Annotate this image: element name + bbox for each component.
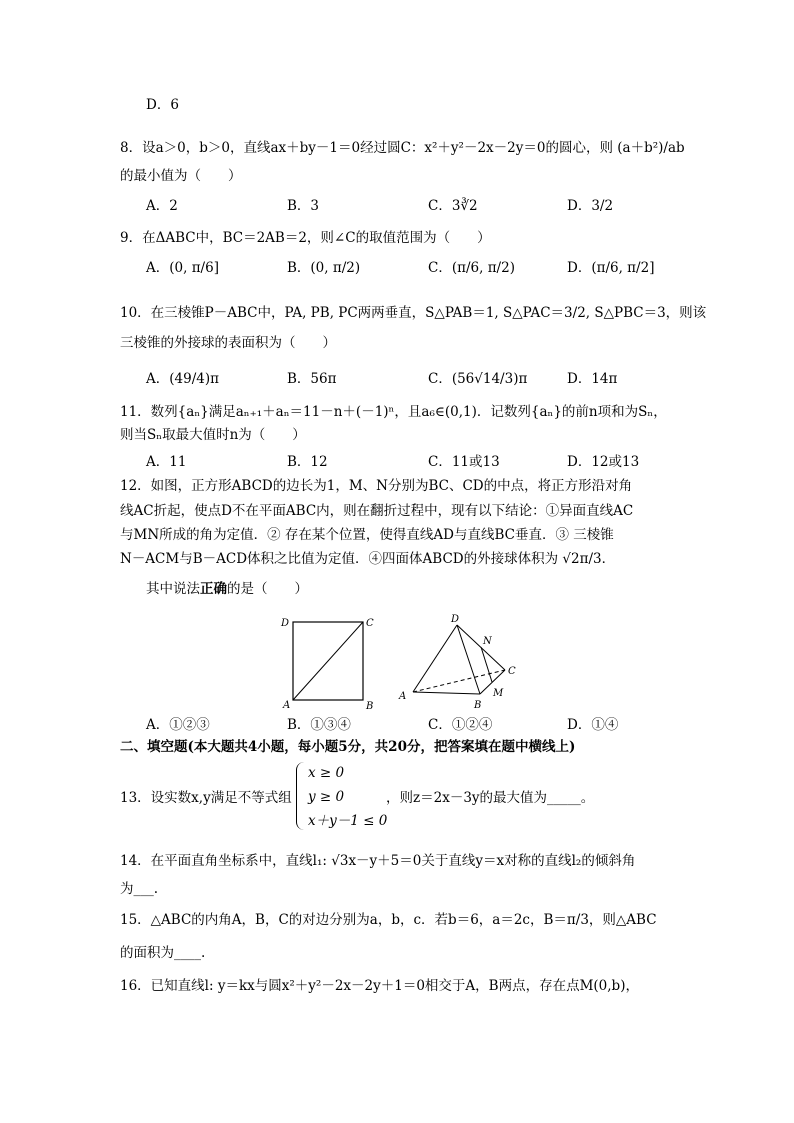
fig2-label-c: C: [508, 666, 516, 677]
fig2-label-n: N: [483, 636, 492, 647]
q12-option-a: A．①②③: [146, 717, 210, 733]
q13-pre: 13．设实数x,y满足不等式组: [120, 790, 292, 806]
q13-post: ，则z＝2x－3y的最大值为_____。: [386, 790, 595, 806]
q12-line4: N－ACM与B－ACD体积之比值为定值．④四面体ABCD的外接球体积为 √2π/3．: [120, 551, 616, 567]
q8-line2: 的最小值为（ ）: [120, 168, 242, 184]
q12-line1: 12．如图，正方形ABCD的边长为1，M、N分别为BC、CD的中点，将正方形沿对角: [120, 478, 633, 494]
fig1-label-b: B: [366, 701, 374, 712]
q10-line2: 三棱锥的外接球的表面积为（ ）: [120, 335, 336, 351]
q8-option-b: B．3: [287, 198, 320, 214]
q8-option-a: A．2: [146, 198, 178, 214]
q12-line5-bold: 正确: [200, 581, 227, 597]
q9-option-a: A．(0, π/6]: [146, 260, 219, 276]
q13-cond-2: y ≥ 0: [308, 789, 345, 805]
q11-line2: 则当Sₙ取最大值时n为（ ）: [120, 427, 306, 443]
q10-line1: 10．在三棱锥P－ABC中，PA, PB, PC两两垂直，S△PAB＝1, S△PAC＝3/2, S△PBC＝3，则该: [120, 305, 707, 321]
q11-option-a: A．11: [146, 454, 187, 470]
fig2-label-a: A: [399, 691, 407, 702]
q8-line1: 8．设a＞0，b＞0，直线ax＋by－1＝0经过圆C：x²＋y²－2x－2y＝0的圆心，则 (a＋b²)/ab: [120, 140, 685, 156]
q9-option-c: C．(π/6, π/2): [428, 260, 515, 276]
diagonal-ac: [293, 622, 363, 700]
q13-cond-3: x＋y－1 ≤ 0: [308, 813, 388, 829]
q12-line5-post: 的是（ ）: [227, 581, 308, 597]
q11-option-c: C．11或13: [428, 454, 500, 470]
q12-line2: 线AC折起，使点D不在平面ABC内，则在翻折过程中，现有以下结论：①异面直线AC: [120, 503, 634, 519]
q11-option-d: D．12或13: [567, 454, 640, 470]
q14-line2: 为___.: [120, 881, 159, 897]
q10-option-b: B．56π: [287, 371, 337, 387]
fig2-label-m: M: [493, 688, 504, 699]
q10-option-a: A．(49/4)π: [146, 371, 219, 387]
fig1-label-c: C: [366, 618, 374, 629]
q15-line1: 15．△ABC的内角A，B，C的对边分别为a，b，c．若b＝6，a＝2c，B＝π/3，则△ABC: [120, 912, 657, 928]
q13-brace: [296, 762, 307, 830]
fig2-label-b: B: [474, 700, 482, 711]
q11-option-b: B．12: [287, 454, 328, 470]
q10-option-c: C．(56√14/3)π: [428, 371, 528, 387]
edge-ad: [413, 625, 457, 692]
fig1-label-a: A: [283, 700, 291, 711]
q9-option-b: B．(0, π/2): [287, 260, 361, 276]
q16-line1: 16．已知直线l: y＝kx与圆x²＋y²－2x－2y＋1＝0相交于A，B两点，存在点M(0,b)，: [120, 978, 639, 994]
q11-line1: 11．数列{aₙ}满足aₙ₊₁＋aₙ＝11－n＋(－1)ⁿ，且a₆∈(0,1)．记数列{aₙ}的前n项和为Sₙ，: [120, 404, 667, 420]
q14-line1: 14．在平面直角坐标系中，直线l₁: √3x－y＋5＝0关于直线y＝x对称的直线l₂的倾斜角: [120, 853, 636, 869]
q12-line5-pre: 其中说法: [146, 581, 200, 597]
q12-option-d: D．①④: [567, 717, 619, 733]
q9-option-d: D．(π/6, π/2]: [567, 260, 655, 276]
q10-option-d: D．14π: [567, 371, 618, 387]
q8-option-d: D．3/2: [567, 198, 614, 214]
fig2-label-d: D: [451, 614, 460, 625]
edge-ab: [413, 692, 480, 694]
q12-line5: [146, 580, 308, 598]
prev-option-d: D．6: [146, 97, 179, 113]
q12-line3: 与MN所成的角为定值．② 存在某个位置，使得直线AD与直线BC垂直．③ 三棱锥: [120, 527, 614, 543]
q12-square-figure: [278, 612, 378, 712]
q9-line1: 9．在ΔABC中，BC＝2AB＝2，则∠C的取值范围为（ ）: [120, 230, 491, 246]
fig1-label-d: D: [281, 618, 290, 629]
q8-option-c: C．3∛2: [428, 198, 478, 214]
section-2-heading: 二、填空题(本大题共4小题，每小题5分，共20分，把答案填在题中横线上): [120, 739, 576, 755]
q13-cond-1: x ≥ 0: [308, 765, 345, 781]
q12-tetrahedron-figure: [395, 610, 525, 712]
q12-option-b: B．①③④: [287, 717, 351, 733]
q12-option-c: C．①②④: [428, 717, 493, 733]
q15-line2: 的面积为____.: [120, 945, 206, 961]
